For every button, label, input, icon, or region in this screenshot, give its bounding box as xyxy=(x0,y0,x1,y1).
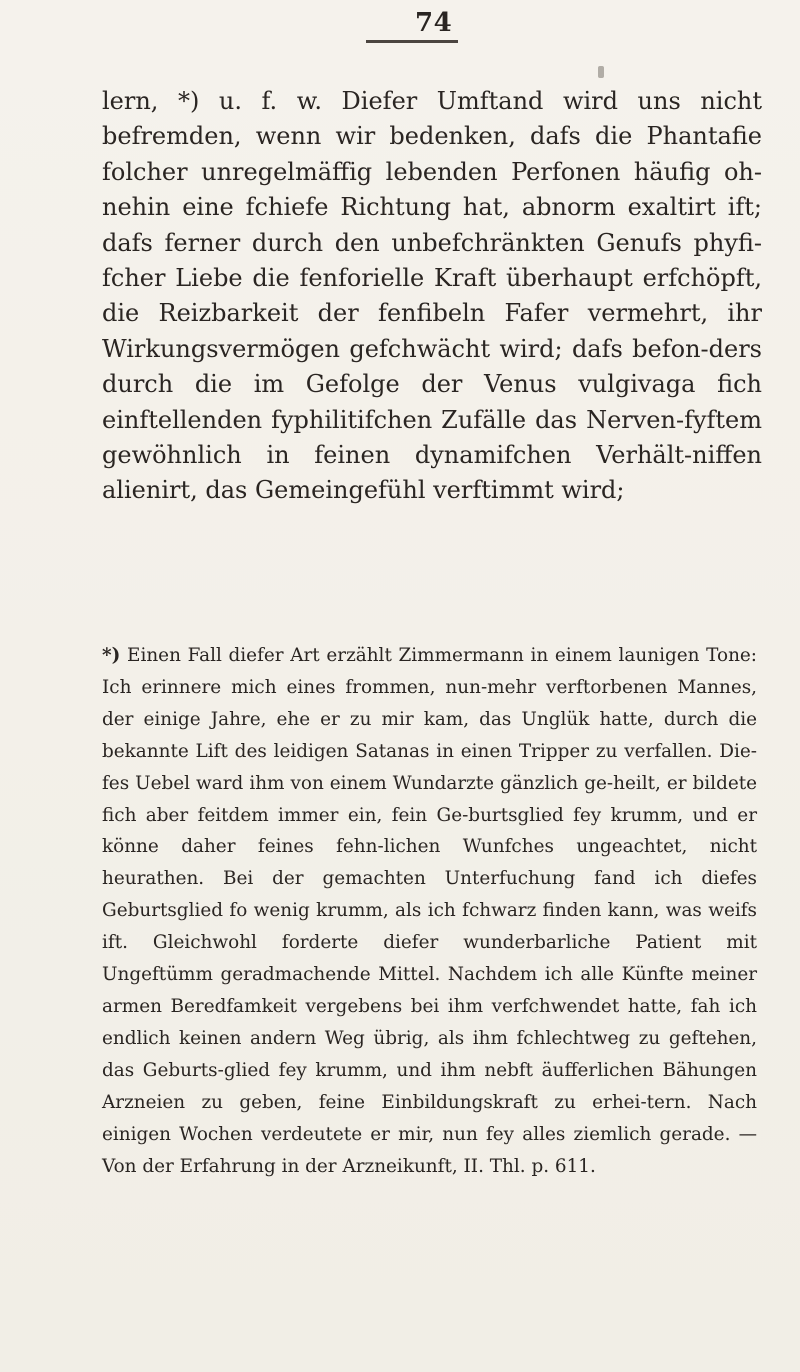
footnote xyxy=(102,640,757,1182)
footnote-marker: *) xyxy=(102,645,121,666)
ink-mark xyxy=(598,66,604,78)
footnote-text: Einen Fall diefer Art erzählt Zimmermann in einem launigen Tone: Ich erinnere mich eines frommen, nun-mehr verftorbenen Mannes, der einige Jahre, ehe er zu mir kam, das Unglük hatte, durch die bekannte Lift des leidigen Satanas in einen Tripper zu verfallen. Die-fes Uebel ward ihm von einem Wundarzte gänzlich ge-heilt, er bildete fich aber feitdem immer ein, fein Ge-burtsglied fey krumm, und er könne daher feines fehn-lichen Wunfches ungeachtet, nicht heurathen. Bei der gemachten Unterfuchung fand ich diefes Geburtsglied fo wenig krumm, als ich fchwarz finden kann, was weifs ift. Gleichwohl forderte diefer wunderbarliche Patient mit Ungeftümm geradmachende Mittel. Nachdem ich alle Künfte meiner armen Beredfamkeit vergebens bei ihm verfchwendet hatte, fah ich endlich keinen andern Weg übrig, als ihm fchlechtweg zu geftehen, das Geburts-glied fey krumm, und ihm nebft äufferlichen Bähungen Arzneien zu geben, feine Einbildungskraft zu erhei-tern. Nach einigen Wochen verdeutete er mir, nun fey alles ziemlich gerade. — Von der Erfahrung in der Arzneikunft, II. Thl. p. 611. xyxy=(102,645,757,1177)
page-number: 74 xyxy=(415,8,453,38)
main-paragraph: lern, *) u. f. w. Diefer Umftand wird uns nicht befremden, wenn wir bedenken, dafs die Phantafie folcher unregelmäffig lebenden Perfonen häufig oh-nehin eine fchiefe Richtung hat, abnorm exaltirt ift; dafs ferner durch den unbefchränkten Genufs phyfi-fcher Liebe die fenforielle Kraft überhaupt erfchöpft, die Reizbarkeit der fenfibeln Fafer vermehrt, ihr Wirkungsvermögen gefchwächt wird; dafs befon-ders durch die im Gefolge der Venus vulgivaga fich einftellenden fyphilitifchen Zufälle das Nerven-fyftem gewöhnlich in feinen dynamifchen Verhält-niffen alienirt, das Gemeingefühl verftimmt wird; xyxy=(102,87,762,505)
page-number-underline xyxy=(366,40,458,43)
